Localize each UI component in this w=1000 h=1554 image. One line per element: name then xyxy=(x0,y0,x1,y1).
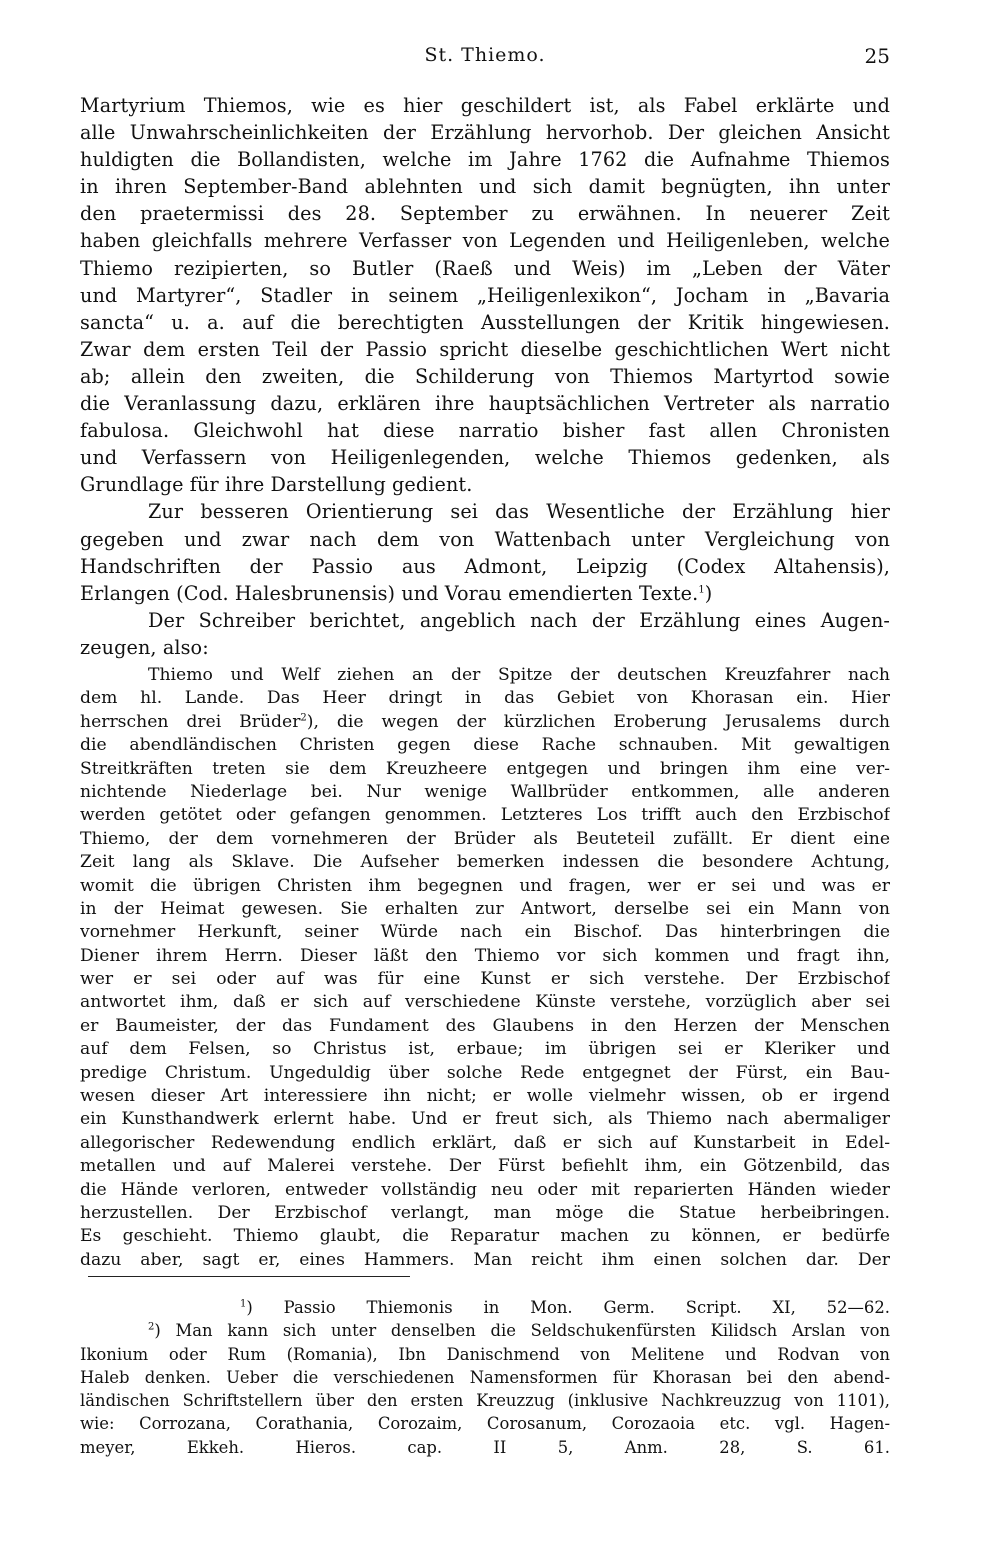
quote-line: auf dem Felsen, so Christus ist, erbaue; im übrigen sei er Kleriker und xyxy=(80,1039,890,1060)
quote-line: er Baumeister, der das Fundament des Glaubens in den Herzen der Menschen xyxy=(80,1015,890,1036)
quote-line: Es geschieht. Thiemo glaubt, die Reparatur machen zu können, er bedürfe xyxy=(80,1226,890,1247)
quote-line: die Hände verloren, entweder vollständig neu oder mit reparierten Händen wieder xyxy=(80,1179,890,1200)
footnote-divider xyxy=(88,1276,410,1277)
quote-line: Streitkräften treten sie dem Kreuzheere entgegen und bringen ihm eine ver- xyxy=(80,758,890,779)
text-line: Der Schreiber berichtet, angeblich nach der Erzählung eines Augen- xyxy=(148,608,890,632)
quote-line: predige Christum. Ungeduldig über solche Rede entgegnet der Fürst, ein Bau- xyxy=(80,1062,890,1083)
footnote-mark: 1 xyxy=(240,1298,247,1310)
footnote-text: meyer, Ekkeh. Hieros. cap. II 5, Anm. 28, S. 61. xyxy=(80,1437,890,1457)
footnote-ref: 2 xyxy=(300,712,307,724)
text-line: ab; allein den zweiten, die Schilderung von Thiemos Martyrtod sowie xyxy=(80,364,890,388)
quote-line: antwortet ihm, daß er sich auf verschiedene Künste verstehe, vorzüglich aber sei xyxy=(80,992,890,1013)
footnotes xyxy=(80,1296,890,1459)
text-line: fabulosa. Gleichwohl hat diese narratio bisher fast allen Chronisten xyxy=(80,419,890,443)
text-line: Thiemo rezipierten, so Butler (Raeß und Weis) im „Leben der Väter xyxy=(80,256,890,280)
quote-line: allegorischer Redewendung endlich erklärt, daß er sich auf Kunstarbeit in Edel- xyxy=(80,1132,890,1153)
footnote-ref: 1 xyxy=(698,584,705,596)
text-line: haben gleichfalls mehrere Verfasser von Legenden und Heiligenleben, welche xyxy=(80,229,890,253)
text-line: und Verfassern von Heiligenlegenden, welche Thiemos gedenken, als xyxy=(80,446,890,470)
narrative-summary xyxy=(80,664,890,1272)
quote-line-with-ref: herrschen drei Brüder$^2$), die wegen der kürzlichen Eroberung Jerusalems durch xyxy=(80,711,890,732)
main-text xyxy=(80,92,890,661)
quote-line: vornehmer Herkunft, seiner Würde nach ein Bischof. Das hinterbringen die xyxy=(80,922,890,943)
footnote: $^2$) Man kann sich unter denselben die Seldschukenfürsten Kilidsch Arslan von xyxy=(148,1321,890,1341)
footnote-text: Passio Thiemonis in Mon. Germ. Script. XI, 52—62. xyxy=(283,1298,890,1317)
text-line: zeugen, also: xyxy=(80,635,209,659)
quote-line: womit die übrigen Christen ihm begegnen und fragen, wer er sei und was er xyxy=(80,875,890,896)
quote-line: die abendländischen Christen gegen diese Rache schnauben. Mit gewaltigen xyxy=(80,735,890,756)
page-number: 25 xyxy=(864,44,890,68)
quote-line: wer er sei oder auf was für eine Kunst er sich verstehe. Der Erzbischof xyxy=(80,969,890,990)
text-line: Grundlage für ihre Darstellung gedient. xyxy=(80,473,473,497)
footnote-text: wie: Corrozana, Corathania, Corozaim, Corosanum, Corozaoia etc. vgl. Hagen- xyxy=(80,1414,890,1434)
text-line: Martyrium Thiemos, wie es hier geschildert ist, als Fabel erklärte und xyxy=(80,94,890,117)
quote-line: herrschen drei Brüder xyxy=(80,711,301,732)
quote-line: in der Heimat gewesen. Sie erhalten zur Antwort, derselbe sei ein Mann von xyxy=(80,898,890,919)
quote-line: Diener ihrem Herrn. Dieser läßt den Thiemo vor sich kommen und fragt ihn, xyxy=(80,945,890,966)
quote-line: Thiemo und Welf ziehen an der Spitze der deutschen Kreuzfahrer nach xyxy=(148,665,890,685)
footnote-text: Ikonium oder Rum (Romania), Ibn Danischmend von Melitene und Rodvan von xyxy=(80,1344,890,1364)
quote-line: , die wegen der kürzlichen Eroberung Jerusalems durch xyxy=(313,711,890,732)
text-line: Zur besseren Orientierung sei das Wesentliche der Erzählung hier xyxy=(148,500,890,524)
footnote-text: Man kann sich unter denselben die Seldschukenfürsten Kilidsch Arslan von xyxy=(175,1321,890,1341)
text-line: huldigten die Bollandisten, welche im Jahre 1762 die Aufnahme Thiemos xyxy=(80,148,890,172)
quote-line: herzustellen. Der Erzbischof verlangt, man möge die Statue herbeibringen. xyxy=(80,1202,890,1223)
text-line-with-ref: Erlangen (Cod. Halesbrunensis) und Vorau emendierten Texte.$^1$) xyxy=(80,581,713,605)
quote-line: dem hl. Lande. Das Heer dringt in das Gebiet von Khorasan ein. Hier xyxy=(80,688,890,709)
quote-line: Zeit lang als Sklave. Die Aufseher bemerken indessen die besondere Achtung, xyxy=(80,852,890,873)
text-line: Handschriften der Passio aus Admont, Leipzig (Codex Altahensis), xyxy=(80,554,890,578)
quote-line: dazu aber, sagt er, eines Hammers. Man reicht ihm einen solchen dar. Der xyxy=(80,1249,890,1270)
text-line: gegeben und zwar nach dem von Wattenbach unter Vergleichung von xyxy=(80,527,890,551)
quote-line: wesen dieser Art interessiere ihn nicht; er wolle vielmehr wissen, ob er irgend xyxy=(80,1086,890,1107)
quote-line: ein Kunsthandwerk erlernt habe. Und er freut sich, als Thiemo nach abermaliger xyxy=(80,1109,890,1130)
page-header xyxy=(80,44,890,74)
text-line: in ihren September-Band ablehnten und sich damit begnügten, ihn unter xyxy=(80,175,890,199)
text-line: sancta“ u. a. auf die berechtigten Ausstellungen der Kritik hingewiesen. xyxy=(80,310,890,334)
footnote-text: ländischen Schriftstellern über den ersten Kreuzzug (inklusive Nachkreuzzug von 1101), xyxy=(80,1391,890,1411)
text-line: Erlangen (Cod. Halesbrunensis) und Vorau emendierten Texte. xyxy=(80,581,699,605)
text-line: und Martyrer“, Stadler in seinem „Heiligenlexikon“, Jocham in „Bavaria xyxy=(80,283,890,307)
text-line: den praetermissi des 28. September zu erwähnen. In neuerer Zeit xyxy=(80,202,890,226)
text-line: die Veranlassung dazu, erklären ihre hauptsächlichen Vertreter als narratio xyxy=(80,392,890,416)
quote-line: metallen und auf Malerei verstehe. Der Fürst befiehlt ihm, ein Götzenbild, das xyxy=(80,1156,890,1177)
text-line: Zwar dem ersten Teil der Passio spricht dieselbe geschichtlichen Wert nicht xyxy=(80,337,890,361)
quote-line: nichtende Niederlage bei. Nur wenige Wallbrüder entkommen, alle anderen xyxy=(80,781,890,802)
text-line: alle Unwahrscheinlichkeiten der Erzählung hervorhob. Der gleichen Ansicht xyxy=(80,121,890,145)
quote-line: werden getötet oder gefangen genommen. Letzteres Los trifft auch den Erzbischof xyxy=(80,805,890,826)
quote-line: Thiemo, der dem vornehmeren der Brüder als Beuteteil zufällt. Er dient eine xyxy=(80,828,890,849)
footnote-text: Haleb denken. Ueber die verschiedenen Namensformen für Khorasan bei den abend- xyxy=(80,1367,890,1387)
running-title: St. Thiemo. xyxy=(424,44,546,66)
footnote: $^1$) Passio Thiemonis in Mon. Germ. Script. XI, 52—62. xyxy=(240,1298,890,1317)
footnote-mark: 2 xyxy=(148,1321,155,1333)
